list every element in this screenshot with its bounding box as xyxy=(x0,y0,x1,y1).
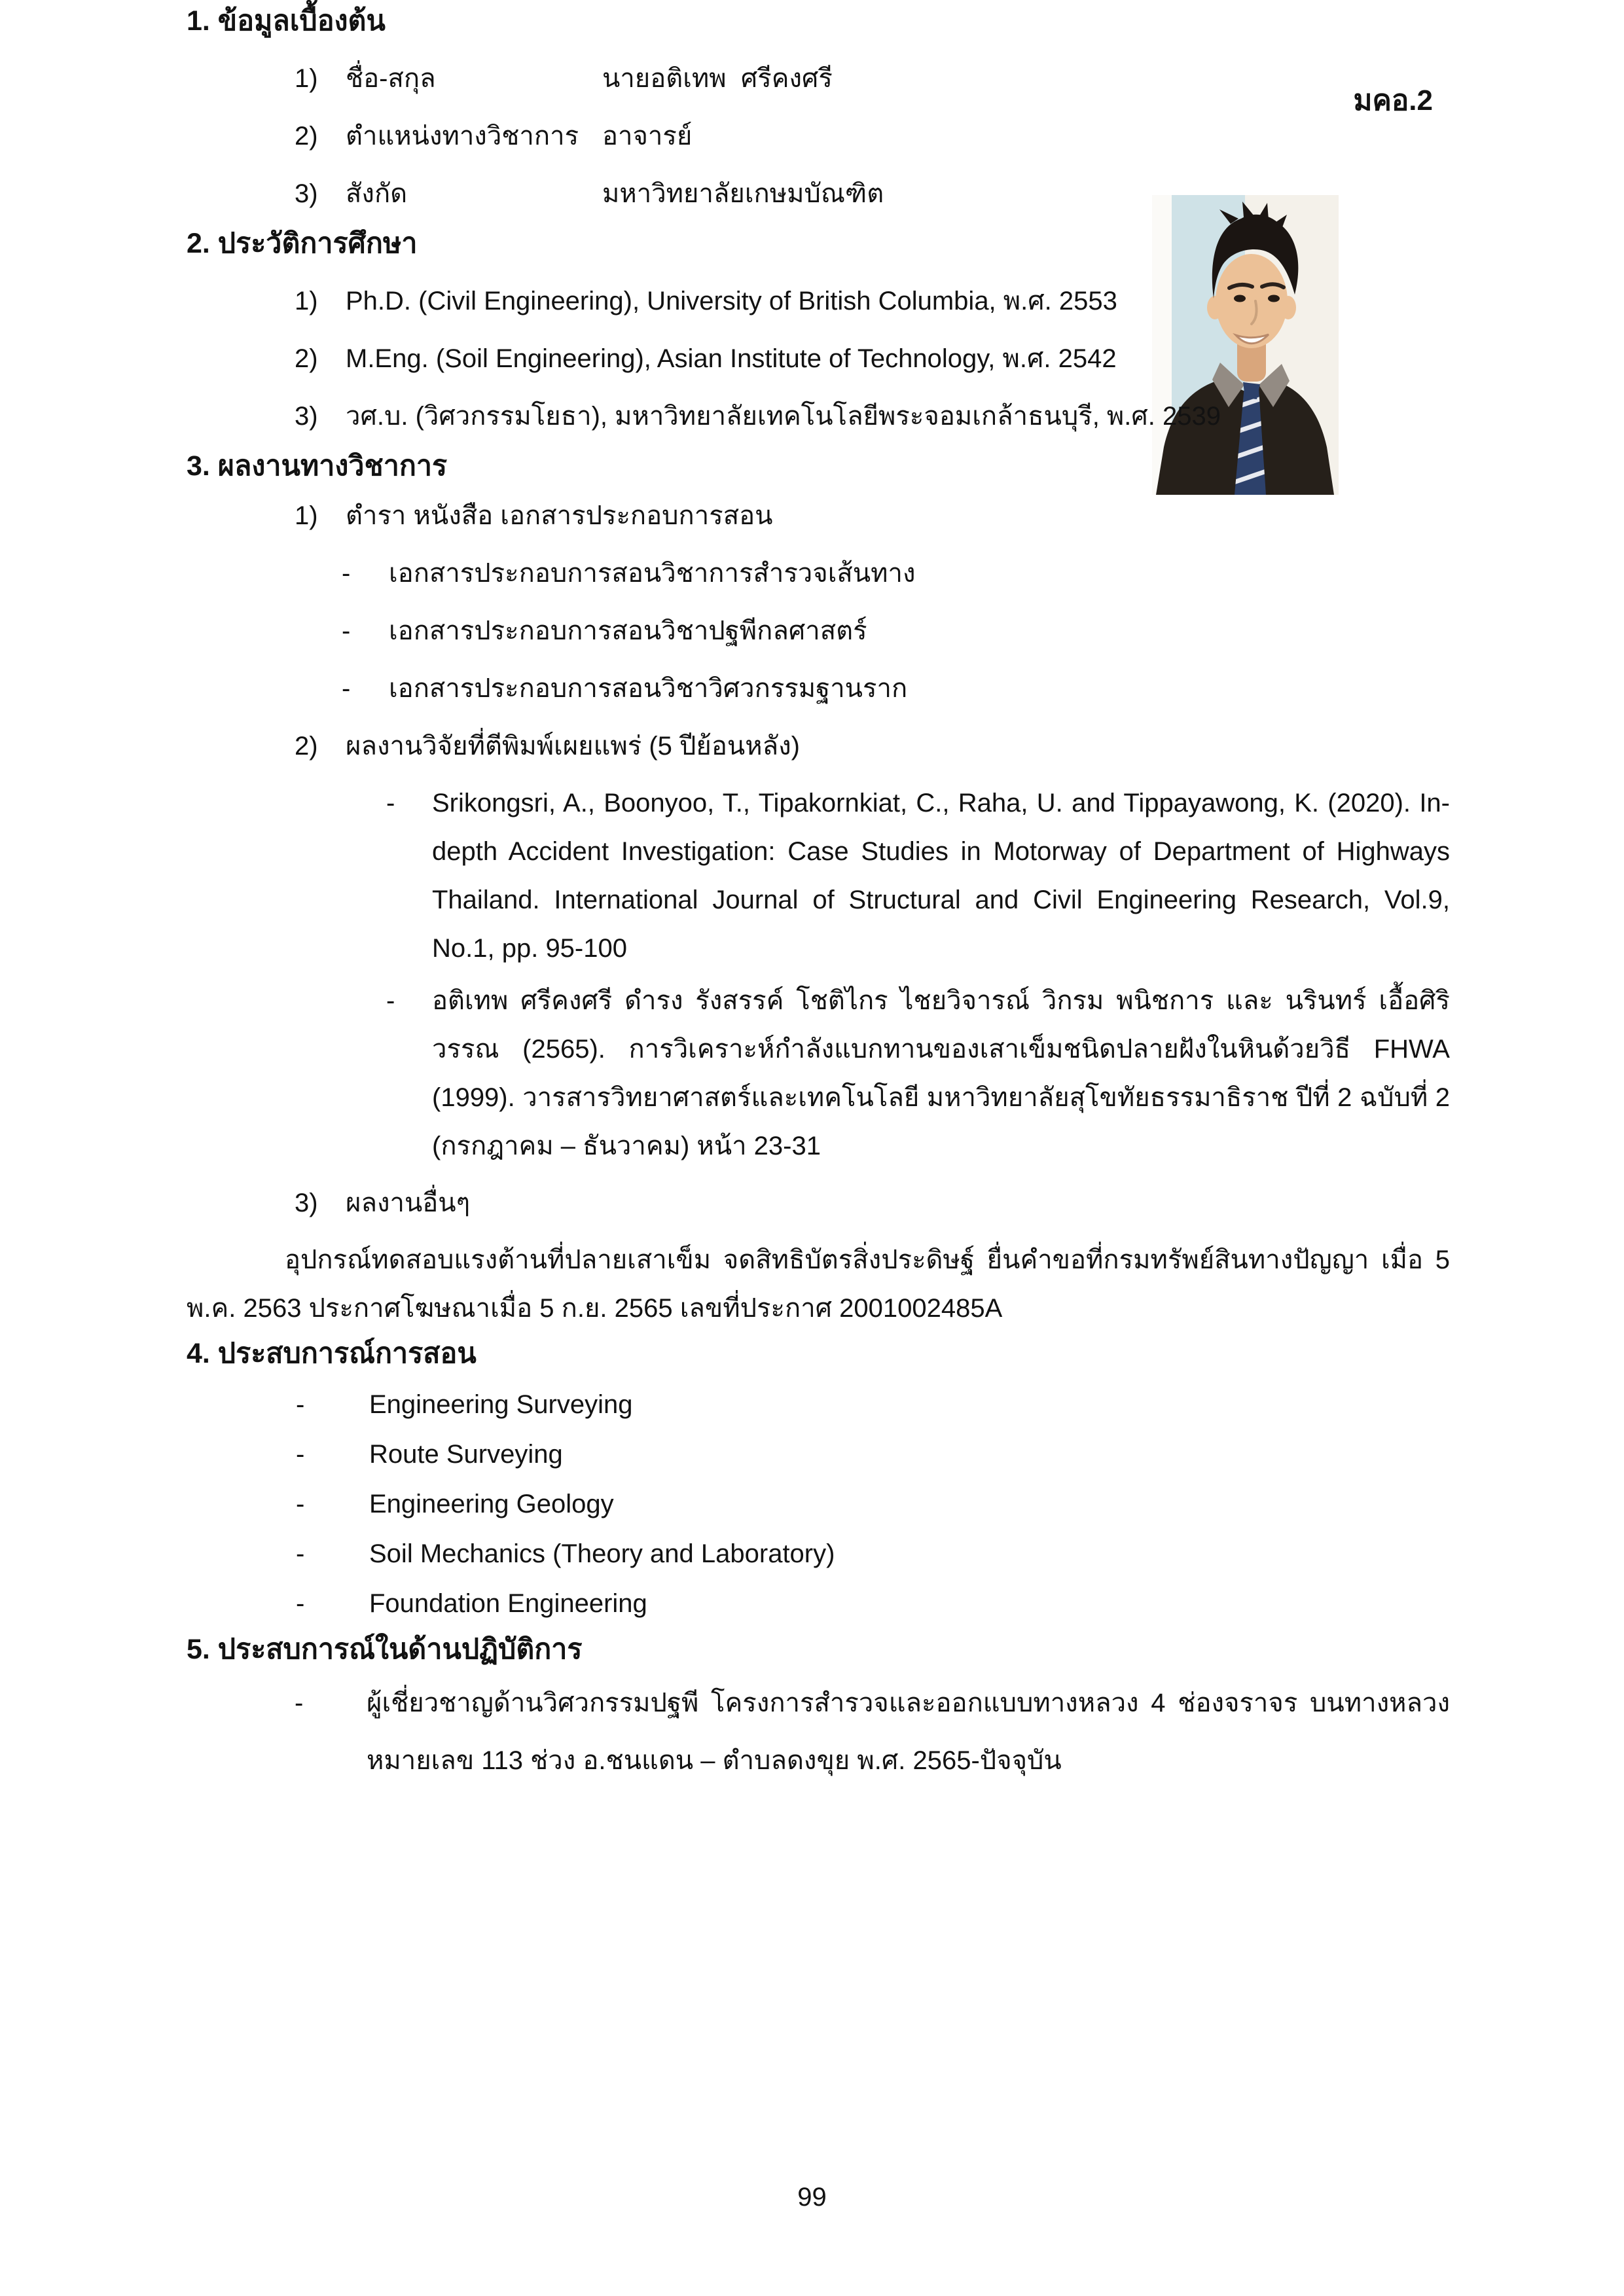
teaching-doc-item xyxy=(187,545,1450,602)
teaching-doc-text: เอกสารประกอบการสอนวิชาการสำรวจเส้นทาง xyxy=(389,559,916,588)
section-basic-info xyxy=(187,0,1450,223)
item-number: 1) xyxy=(295,64,318,93)
dash-marker: - xyxy=(296,1490,305,1518)
section-education xyxy=(187,223,1450,445)
teaching-doc-item xyxy=(187,602,1450,660)
section-heading-teaching: 4. ประสบการณ์การสอน xyxy=(187,1338,477,1369)
page-number: 99 xyxy=(797,2183,827,2212)
item-number: 3) xyxy=(295,179,318,208)
dash-marker: - xyxy=(386,789,395,817)
publication-reference-text: อติเทพ ศรีคงศรี ดำรง รังสรรค์ โชติไกร ไชยวิจารณ์ วิกรม พนิชการ และ นรินทร์ เอื้อศิริวรรณ (2565). การวิเคราะห์กำลังแบกทานของเสาเข็มชนิดปลายฝังในหินด้วยวิธี FHWA (1999). วารสารวิทยาศาสตร์และเทคโนโลยี มหาวิทยาลัยสุโขทัยธรรมาธิราช ปีที่ 2 ฉบับที่ 2 (กรกฎาคม – ธันวาคม) หน้า 23-31 xyxy=(432,986,1450,1160)
item-number: 3) xyxy=(295,402,318,431)
other-works-paragraph: อุปกรณ์ทดสอบแรงต้านที่ปลายเสาเข็ม จดสิทธิบัตรสิ่งประดิษฐ์ ยื่นคำขอที่กรมทรัพย์สินทางปัญญา เมื่อ 5 พ.ค. 2563 ประกาศโฆษณาเมื่อ 5 ก.ย. 2565 เลขที่ประกาศ 2001002485A xyxy=(187,1246,1450,1323)
dash-marker: - xyxy=(296,1589,305,1618)
info-label: สังกัด xyxy=(346,179,408,208)
teaching-course-item xyxy=(187,1429,1450,1479)
education-row xyxy=(187,330,1450,387)
practical-experience-text: ผู้เชี่ยวชาญด้านวิศวกรรมปฐพี โครงการสำรวจและออกแบบทางหลวง 4 ช่องจราจร บนทางหลวงหมายเลข 113 ช่วง อ.ชนแดน – ตำบลดงขุย พ.ศ. 2565-ปัจจุบัน xyxy=(367,1689,1450,1775)
academic-sub2-title-row xyxy=(187,717,1450,775)
course-name: Engineering Geology xyxy=(369,1490,614,1518)
education-text: Ph.D. (Civil Engineering), University of British Columbia, พ.ศ. 2553 xyxy=(346,287,1117,315)
education-row xyxy=(187,272,1450,330)
publication-reference-text: Srikongsri, A., Boonyoo, T., Tipakornkiat, C., Raha, U. and Tippayawong, K. (2020). In-depth Accident Investigation: Case Studies in Motorway of Department of Highways Thailand. International Journal of Structural and Civil Engineering Research, Vol.9, No.1, pp. 95-100 xyxy=(432,789,1450,963)
section-heading-education: 2. ประวัติการศึกษา xyxy=(187,228,418,259)
teaching-course-item xyxy=(187,1529,1450,1579)
section-teaching-experience xyxy=(187,1333,1450,1628)
info-label: ตำแหน่งทางวิชาการ xyxy=(346,122,579,151)
course-name: Foundation Engineering xyxy=(369,1589,647,1618)
practical-experience-item xyxy=(187,1674,1450,1789)
info-row xyxy=(187,50,1450,107)
doc-code-label: มคอ.2 xyxy=(1353,84,1433,117)
teaching-doc-text: เอกสารประกอบการสอนวิชาวิศวกรรมฐานราก xyxy=(389,674,908,703)
item-number: 2) xyxy=(295,732,318,761)
basic-info-rows xyxy=(187,50,1450,223)
section-heading-academic: 3. ผลงานทางวิชาการ xyxy=(187,450,448,482)
item-number: 3) xyxy=(295,1189,318,1217)
course-name: Soil Mechanics (Theory and Laboratory) xyxy=(369,1539,835,1568)
info-row xyxy=(187,165,1450,223)
education-text: M.Eng. (Soil Engineering), Asian Institute of Technology, พ.ศ. 2542 xyxy=(346,344,1117,373)
section-practical-experience xyxy=(187,1628,1450,1789)
academic-sub1-title-row xyxy=(187,487,1450,545)
dash-marker: - xyxy=(342,674,351,703)
publication-reference xyxy=(187,977,1450,1170)
dash-marker: - xyxy=(386,986,395,1015)
teaching-doc-item xyxy=(187,660,1450,717)
teaching-course-item xyxy=(187,1479,1450,1529)
academic-sub2-title: ผลงานวิจัยที่ตีพิมพ์เผยแพร่ (5 ปีย้อนหลัง) xyxy=(346,732,800,761)
info-value: นายอติเทพ ศรีคงศรี xyxy=(602,64,833,93)
info-label: ชื่อ-สกุล xyxy=(346,64,436,93)
dash-marker: - xyxy=(296,1390,305,1419)
education-text: วศ.บ. (วิศวกรรมโยธา), มหาวิทยาลัยเทคโนโลยีพระจอมเกล้าธนบุรี, พ.ศ. 2539 xyxy=(346,402,1221,431)
item-number: 1) xyxy=(295,287,318,315)
section-academic-works xyxy=(187,445,1450,1333)
item-number: 2) xyxy=(295,344,318,373)
academic-sub3-title: ผลงานอื่นๆ xyxy=(346,1189,471,1217)
dash-marker: - xyxy=(296,1440,305,1469)
dash-marker: - xyxy=(342,617,351,645)
item-number: 2) xyxy=(295,122,318,151)
section-heading-basic: 1. ข้อมูลเบื้องต้น xyxy=(187,5,386,37)
teaching-experience-rows xyxy=(187,1380,1450,1628)
info-value: มหาวิทยาลัยเกษมบัณฑิต xyxy=(602,179,884,208)
academic-sub1-title: ตำรา หนังสือ เอกสารประกอบการสอน xyxy=(346,501,773,530)
course-name: Route Surveying xyxy=(369,1440,563,1469)
teaching-doc-text: เอกสารประกอบการสอนวิชาปฐพีกลศาสตร์ xyxy=(389,617,867,645)
dash-marker: - xyxy=(342,559,351,588)
education-row xyxy=(187,387,1450,445)
info-value: อาจารย์ xyxy=(602,122,693,151)
course-name: Engineering Surveying xyxy=(369,1390,633,1419)
education-rows xyxy=(187,272,1450,445)
dash-marker: - xyxy=(295,1689,304,1717)
item-number: 1) xyxy=(295,501,318,530)
section-heading-practical: 5. ประสบการณ์ในด้านปฏิบัติการ xyxy=(187,1634,583,1665)
academic-sub3-title-row xyxy=(187,1174,1450,1232)
info-row xyxy=(187,107,1450,165)
teaching-course-item xyxy=(187,1579,1450,1628)
practical-experience-rows xyxy=(187,1674,1450,1789)
publication-reference xyxy=(187,779,1450,973)
teaching-course-item xyxy=(187,1380,1450,1429)
dash-marker: - xyxy=(296,1539,305,1568)
